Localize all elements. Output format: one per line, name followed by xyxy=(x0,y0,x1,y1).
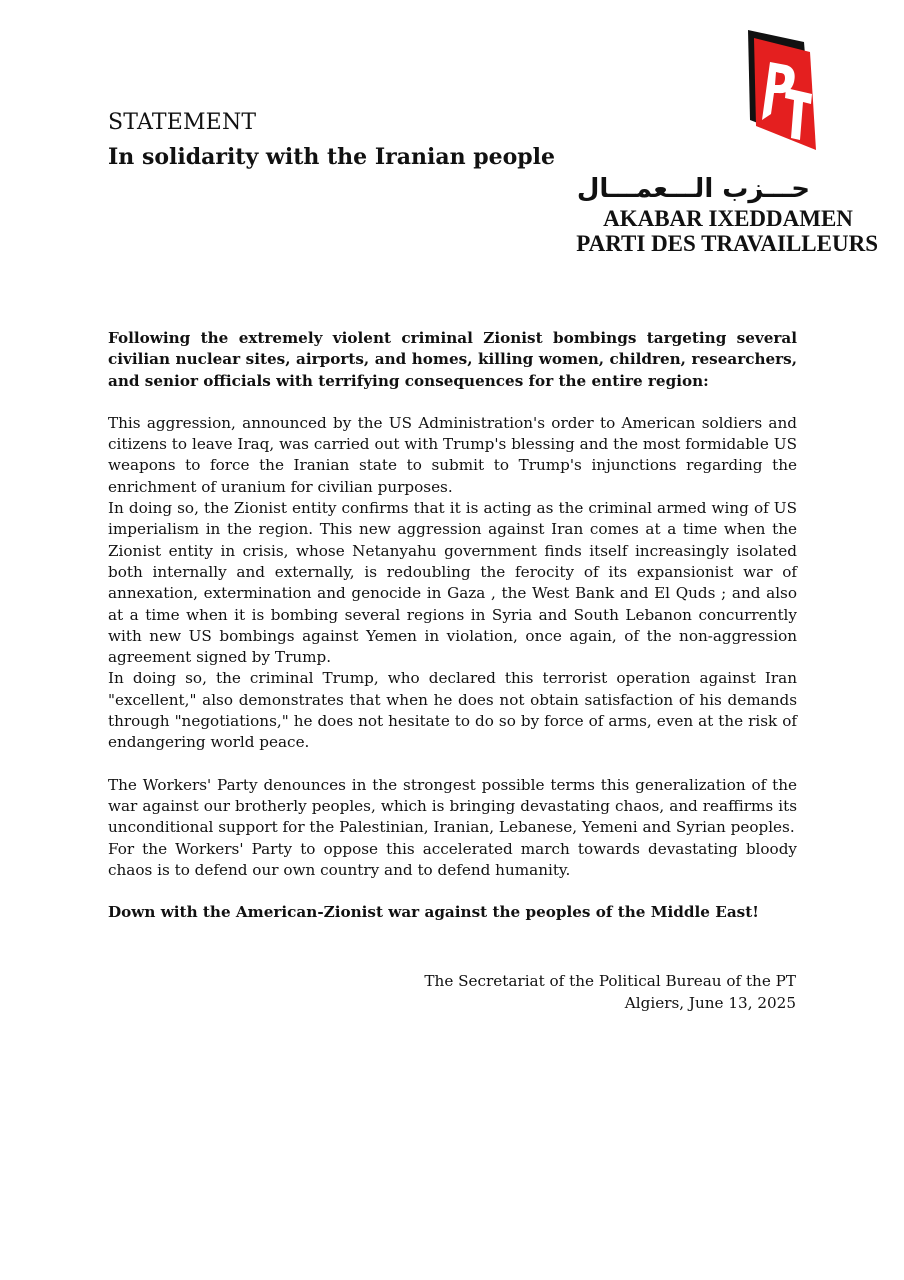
party-name-berber: AKABAR IXEDDAMEN xyxy=(603,206,853,231)
paragraph-2: In doing so, the Zionist entity confirms that it is acting as the criminal armed wing of US imperialism in the region. This new aggression against Iran comes at a time when the Zionist entity in crisis, whose Netanyahu government finds itself increasingly isolated both internally and externally, is redoubling the ferocity of its expansionist war of annexation, extermination and genocide in Gaza , the West Bank and El Quds ; and also at a time when it is bombing several regions in Syria and South Lebanon concurrently with new US bombings against Yemen in violation, once again, of the non-aggression agreement signed by Trump. xyxy=(108,499,797,667)
statement-title: In solidarity with the Iranian people xyxy=(108,144,556,170)
statement-header xyxy=(108,108,588,174)
statement-label: STATEMENT xyxy=(108,110,257,135)
lead-paragraph: Following the extremely violent criminal Zionist bombings targeting several civilian nuclear sites, airports, and homes, killing women, children, researchers, and senior officials with terrifying consequences for the entire region: xyxy=(108,329,797,390)
signature-block xyxy=(424,970,796,1014)
pt-logo-icon xyxy=(742,28,818,154)
paragraph-1: This aggression, announced by the US Administration's order to American soldiers and citizens to leave Iraq, was carried out with Trump's blessing and the most formidable US weapons to force the Iranian state to submit to Trump's injunctions regarding the enrichment of uranium for civilian purposes. xyxy=(108,413,797,496)
paragraph-4: The Workers' Party denounces in the strongest possible terms this generalization of the war against our brotherly peoples, which is bringing devastating chaos, and reaffirms its unconditional support for the Palestinian, Iranian, Lebanese, Yemeni and Syrian peoples. xyxy=(108,775,797,837)
party-name-french: PARTI DES TRAVAILLEURS xyxy=(576,231,878,256)
paragraph-3: In doing so, the criminal Trump, who declared this terrorist operation against Iran "excellent," also demonstrates that when he does not obtain satisfaction of his demands through "negotiations," he does not hesitate to do so by force of arms, even at the risk of endangering world peace. xyxy=(108,669,797,752)
party-name-arabic: حـــزب الـــعمـــال xyxy=(576,174,810,204)
signature-date: Algiers, June 13, 2025 xyxy=(624,994,796,1012)
statement-body xyxy=(108,328,797,923)
pt-logo xyxy=(742,28,818,154)
paragraph-gap xyxy=(108,881,797,902)
paragraph-gap xyxy=(108,754,797,775)
paragraph-5: For the Workers' Party to oppose this accelerated march towards devastating bloody chaos is to defend our own country and to defend humanity. xyxy=(108,839,797,879)
closing-slogan: Down with the American-Zionist war against the peoples of the Middle East! xyxy=(108,903,759,922)
party-name-block xyxy=(538,172,878,256)
signature-line-1: The Secretariat of the Political Bureau of the PT xyxy=(424,972,796,990)
